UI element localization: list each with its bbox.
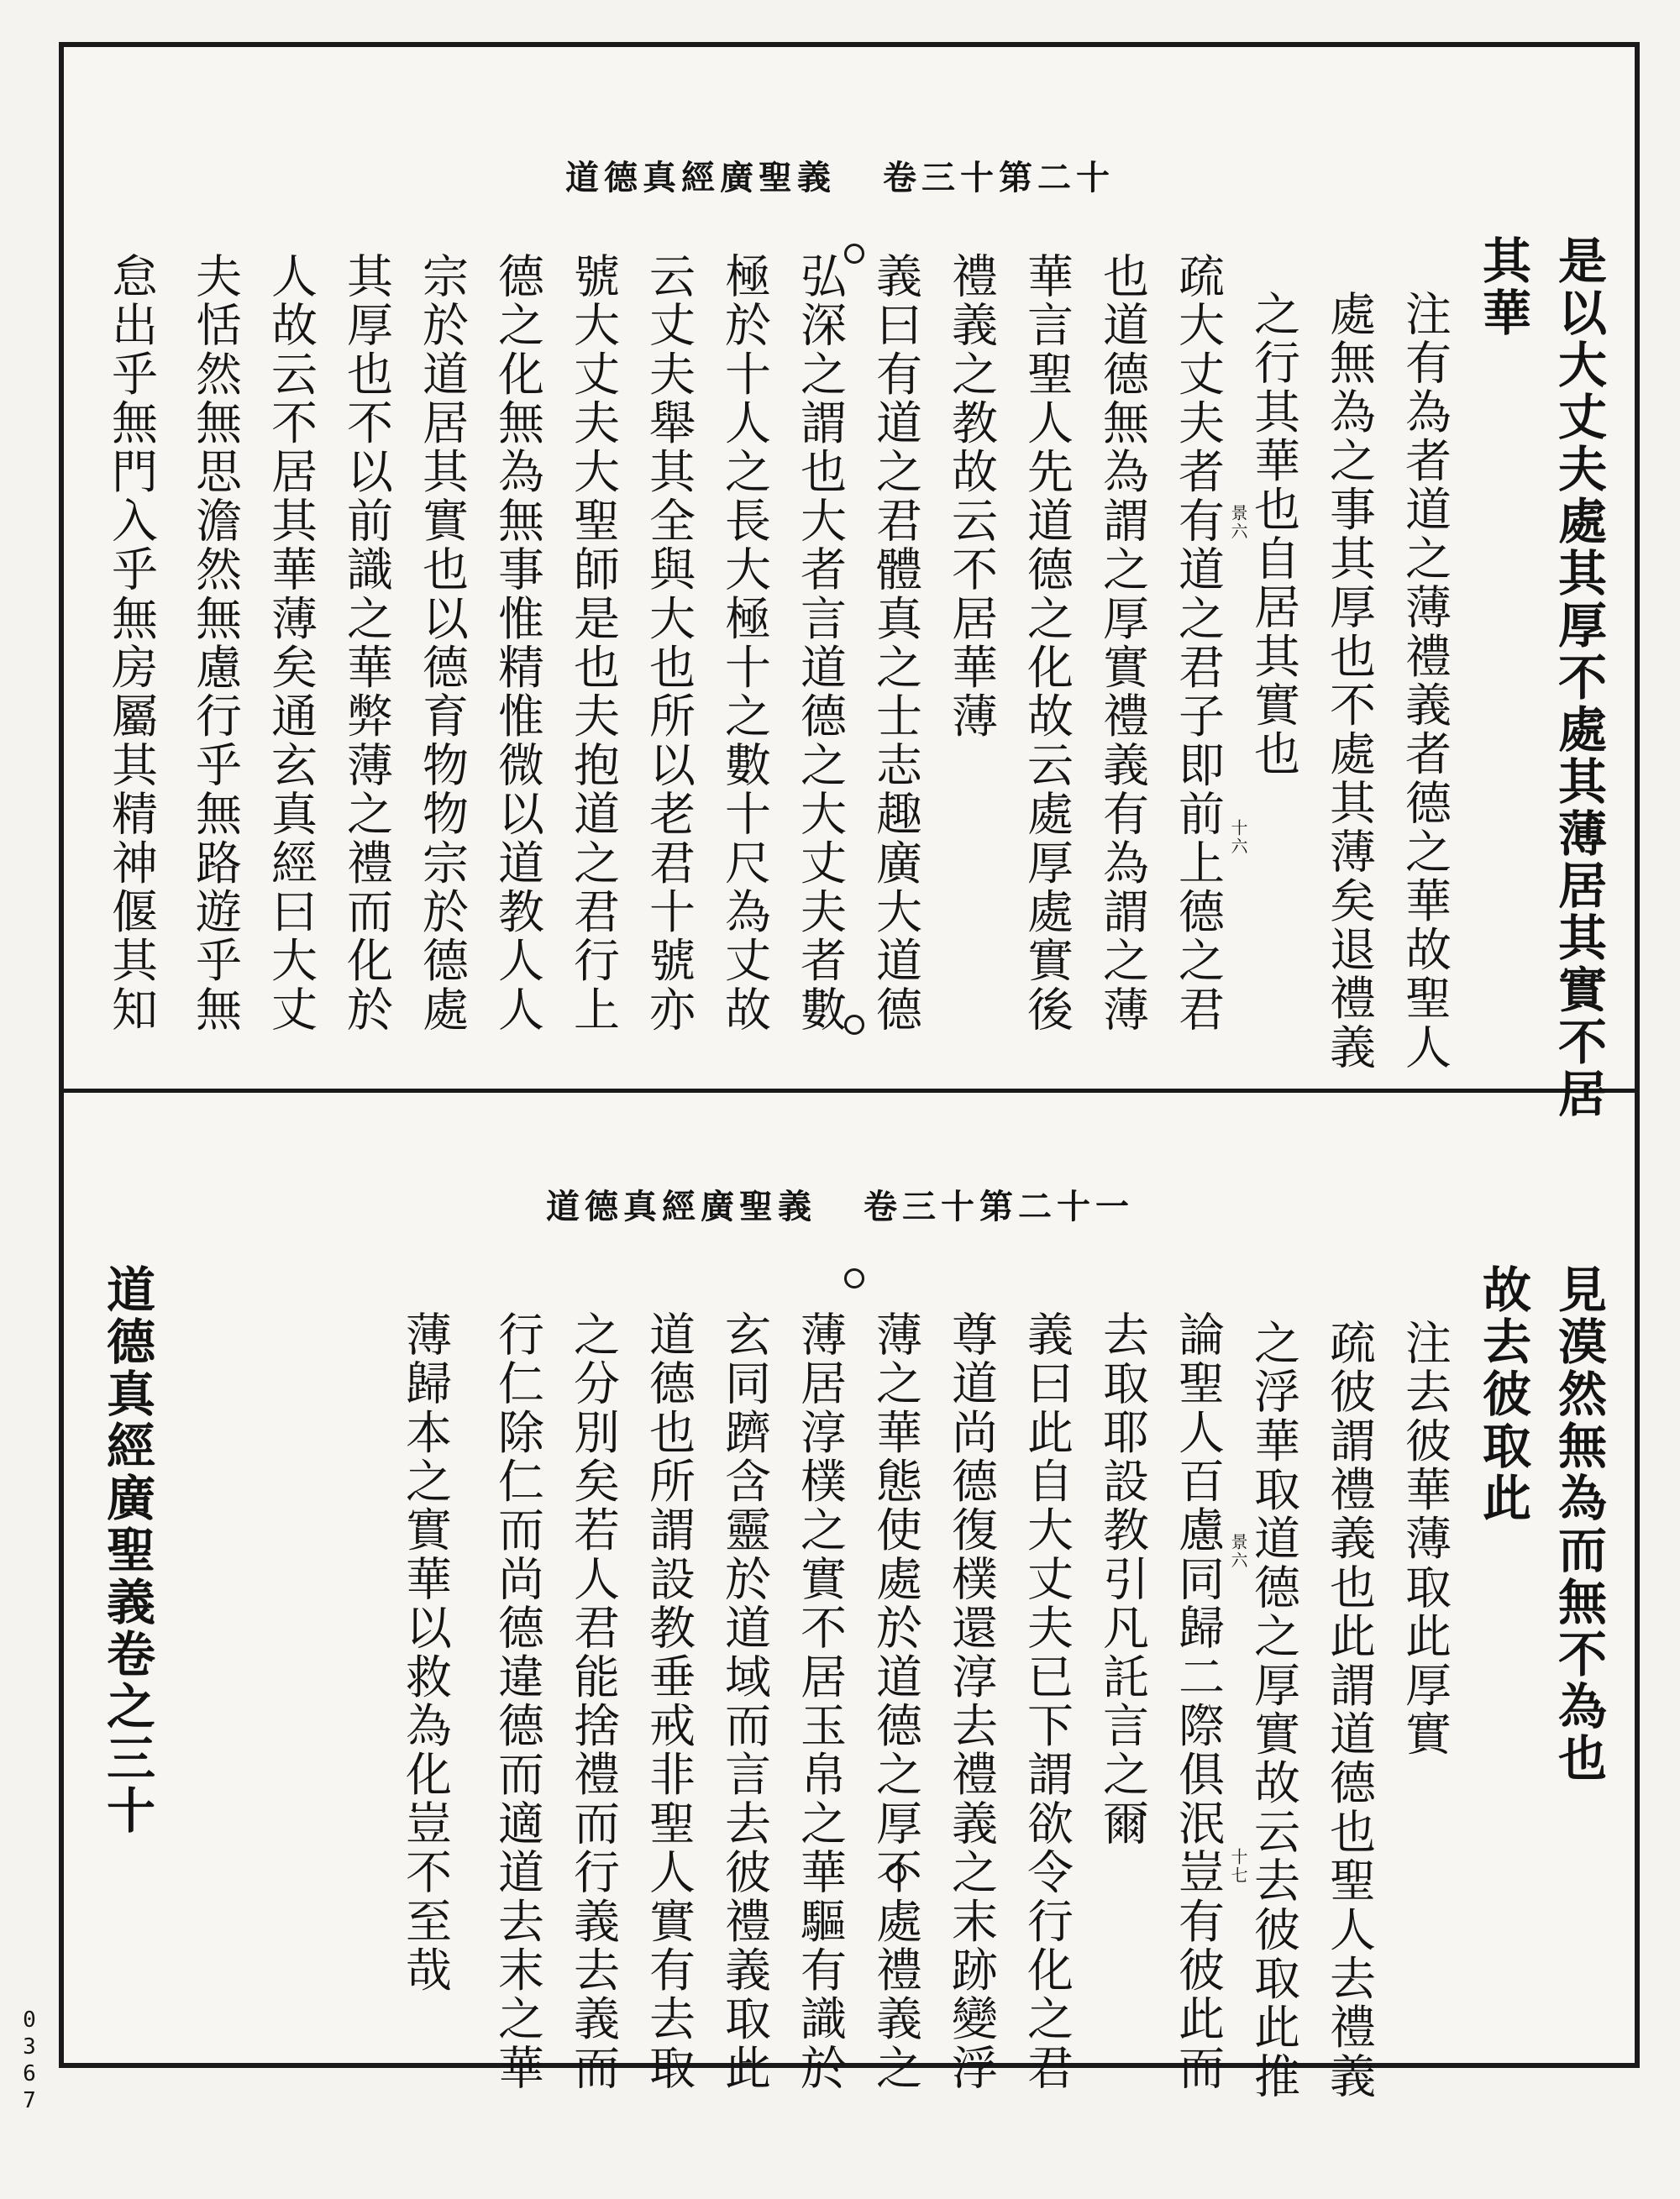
top-column-4: 處無為之事其厚也不處其薄矣退禮義 (1322, 290, 1376, 1073)
top-column-8: 華言聖人先道德之化故云處厚處實後 (1020, 252, 1074, 1035)
bottom-side-mark-2: 十七 (1228, 1848, 1248, 1885)
bottom-column-12: 玄同躋含靈於道域而言去彼禮義取此 (717, 1310, 771, 2093)
bottom-header-volume: 卷三十第二十一 (864, 1187, 1134, 1226)
top-column-16: 宗於道居其實也以德育物物宗於德處 (415, 252, 469, 1035)
top-column-10: 義曰有道之君體真之士志趣廣大道德 (869, 252, 922, 1035)
top-column-19: 夫恬然無思澹然無慮行乎無路遊乎無 (188, 252, 242, 1035)
bottom-column-7: 去取耶設教引凡託言之爾 (1095, 1310, 1149, 1849)
top-column-18: 人故云不居其華薄矣通玄真經曰大丈 (264, 252, 318, 1035)
bottom-column-13: 道德也所謂設教垂戒非聖人實有去取 (642, 1310, 696, 2093)
top-column-6: 疏大丈夫者有道之君子即前上德之君 (1171, 252, 1225, 1035)
top-header-volume: 卷三十第二十 (883, 158, 1115, 197)
top-column-3: 注有為者道之薄禮義者德之華故聖人 (1398, 290, 1452, 1073)
page-divider (59, 1089, 1640, 1093)
bottom-column-11: 薄居淳樸之實不居玉帛之華驅有識於 (793, 1310, 847, 2093)
bottom-column-16: 薄歸本之實華以救為化豈不至哉 (398, 1310, 452, 1995)
top-column-20: 怠出乎無門入乎無房屬其精神偃其知 (104, 252, 158, 1035)
bottom-column-1: 見漠然無為而無不為也 (1550, 1264, 1607, 1785)
bottom-column-15: 行仁除仁而尚德違德而適道去末之華 (491, 1310, 544, 2093)
top-column-14: 號大丈夫大聖師是也夫抱道之君行上 (566, 252, 620, 1035)
bottom-column-4: 疏彼謂禮義也此謂道德也聖人去禮義 (1322, 1319, 1376, 2102)
bottom-header-title: 道德真經廣聖義 (546, 1187, 816, 1226)
bottom-column-5: 之浮華取道德之厚實故云去彼取此推 (1247, 1319, 1300, 2102)
bottom-column-14: 之分別矣若人君能捨禮而行義去義而 (566, 1310, 620, 2093)
top-column-2: 其華 (1474, 235, 1531, 339)
top-header-title: 道德真經廣聖義 (565, 158, 836, 197)
bottom-column-9: 尊道尚德復樸還淳去禮義之末跡變浮 (944, 1310, 998, 2093)
top-column-9: 禮義之教故云不居華薄 (944, 252, 998, 741)
bottom-closing-title: 道德真經廣聖義卷之三十 (98, 1264, 155, 1837)
top-side-mark-2: 十六 (1228, 819, 1248, 856)
top-column-12: 極於十人之長大極十之數十尺為丈故 (717, 252, 771, 1035)
top-circle-mark-1 (844, 244, 864, 264)
bottom-column-6: 論聖人百慮同歸二際俱泯豈有彼此而 (1171, 1310, 1225, 2093)
top-page-header (0, 151, 1680, 199)
top-column-15: 德之化無為無事惟精惟微以道教人人 (491, 252, 544, 1035)
bottom-column-10: 薄之華態使處於道德之厚不處禮義之 (869, 1310, 922, 2093)
top-column-5: 之行其華也自居其實也 (1247, 290, 1300, 779)
top-circle-mark-2 (844, 1015, 864, 1035)
top-column-13: 云丈夫舉其全與大也所以老君十號亦 (642, 252, 696, 1035)
bottom-circle-mark-1 (844, 1268, 864, 1288)
bottom-column-2: 故去彼取此 (1474, 1264, 1531, 1525)
top-column-11: 弘深之謂也大者言道德之大丈夫者數 (793, 252, 847, 1035)
bottom-column-8: 義曰此自大丈夫已下謂欲令行化之君 (1020, 1310, 1074, 2093)
bottom-side-mark-1: 景六 (1228, 1533, 1248, 1570)
bottom-column-3: 注去彼華薄取此厚實 (1398, 1319, 1452, 1759)
top-side-mark-1: 景六 (1228, 504, 1248, 541)
top-column-17: 其厚也不以前識之華弊薄之禮而化於 (339, 252, 393, 1035)
top-column-7: 也道德無為謂之厚實禮義有為謂之薄 (1095, 252, 1149, 1035)
page-number: 0367 (17, 2007, 42, 2115)
bottom-page-header (0, 1180, 1680, 1228)
top-column-1: 是以大丈夫處其厚不處其薄居其實不居 (1550, 235, 1607, 1120)
